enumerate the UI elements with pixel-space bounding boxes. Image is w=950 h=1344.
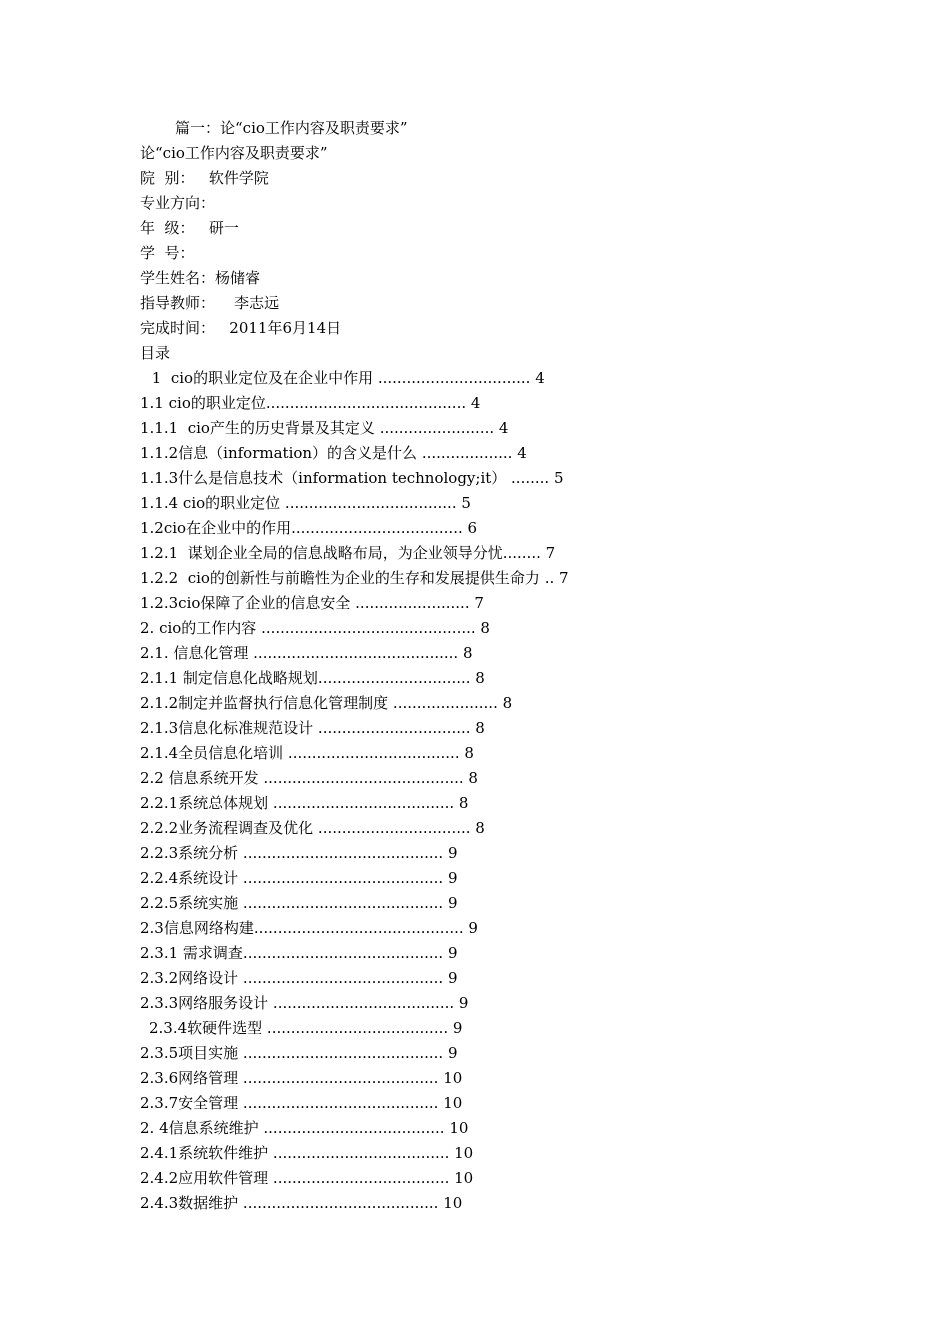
toc-entry: 2.1.1 制定信息化战略规划................................ 8 xyxy=(140,669,485,687)
toc-entry: 1.1 cio的职业定位.......................................... 4 xyxy=(140,394,481,412)
toc-entry: 1.2.1 谋划企业全局的信息战略布局，为企业领导分忧........ 7 xyxy=(140,544,556,562)
info-date: 完成时间： 2011年6月14日 xyxy=(140,319,342,337)
toc-entry: 2.3.7安全管理 ......................................... 10 xyxy=(140,1094,463,1112)
toc-entry: 1.1.4 cio的职业定位 .................................... 5 xyxy=(140,494,471,512)
info-advisor: 指导教师： 李志远 xyxy=(140,294,280,312)
toc-entry: 2.1. 信息化管理 ........................................... 8 xyxy=(140,644,473,662)
toc-entry: 1.1.3什么是信息技术（information technology;it） ........ 5 xyxy=(140,469,564,487)
toc-entry: 2.3.6网络管理 ......................................... 10 xyxy=(140,1069,463,1087)
toc-entry: 2.4.2应用软件管理 ..................................... 10 xyxy=(140,1169,474,1187)
toc-entry: 2.1.4全员信息化培训 .................................... 8 xyxy=(140,744,474,762)
document-title: 篇一：论“cio工作内容及职责要求” xyxy=(175,119,408,137)
toc-entry: 2.3.5项目实施 .......................................... 9 xyxy=(140,1044,458,1062)
toc-entry: 2.1.3信息化标准规范设计 ................................ 8 xyxy=(140,719,485,737)
toc-entry: 2.1.2制定并监督执行信息化管理制度 ...................... 8 xyxy=(140,694,513,712)
toc-entry: 2.4.3数据维护 ......................................... 10 xyxy=(140,1194,463,1212)
toc-entry: 1.1.1 cio产生的历史背景及其定义 ........................ 4 xyxy=(140,419,509,437)
toc-entry: 2.4.1系统软件维护 ..................................... 10 xyxy=(140,1144,474,1162)
toc-entry: 2.3.2网络设计 .......................................... 9 xyxy=(140,969,458,987)
toc-entry: 2. 4信息系统维护 ...................................... 10 xyxy=(140,1119,469,1137)
info-grade: 年 级： 研一 xyxy=(140,219,239,237)
info-major: 专业方向： xyxy=(140,194,216,212)
toc-entry: 2.3.4软硬件选型 ...................................... 9 xyxy=(149,1019,463,1037)
toc-entry: 1.2.3cio保障了企业的信息安全 ........................ 7 xyxy=(140,594,484,612)
toc-entry: 1 cio的职业定位及在企业中作用 ................................ 4 xyxy=(147,369,545,387)
info-student-id: 学 号： xyxy=(140,244,195,262)
toc-entry: 2.3.3网络服务设计 ...................................... 9 xyxy=(140,994,469,1012)
info-college: 院 别： 软件学院 xyxy=(140,169,269,187)
toc-entry: 2.2.5系统实施 .......................................... 9 xyxy=(140,894,458,912)
toc-entry: 2.2.1系统总体规划 ...................................... 8 xyxy=(140,794,469,812)
toc-entry: 2.3信息网络构建............................................ 9 xyxy=(140,919,478,937)
toc-entry: 2.2.3系统分析 .......................................... 9 xyxy=(140,844,458,862)
toc-entry: 2. cio的工作内容 ............................................. 8 xyxy=(140,619,490,637)
toc-entry: 2.2.4系统设计 .......................................... 9 xyxy=(140,869,458,887)
info-student-name: 学生姓名：杨储睿 xyxy=(140,269,261,287)
toc-entry: 2.2.2业务流程调查及优化 ................................ 8 xyxy=(140,819,485,837)
toc-entry: 1.1.2信息（information）的含义是什么 ................... 4 xyxy=(140,444,527,462)
toc-entry: 2.2 信息系统开发 .......................................... 8 xyxy=(140,769,478,787)
toc-entry: 1.2cio在企业中的作用.................................... 6 xyxy=(140,519,478,537)
toc-label: 目录 xyxy=(140,344,171,362)
toc-entry: 1.2.2 cio的创新性与前瞻性为企业的生存和发展提供生命力 .. 7 xyxy=(140,569,569,587)
document-subtitle: 论“cio工作内容及职责要求” xyxy=(140,144,328,162)
toc-entry: 2.3.1 需求调查.......................................... 9 xyxy=(140,944,458,962)
